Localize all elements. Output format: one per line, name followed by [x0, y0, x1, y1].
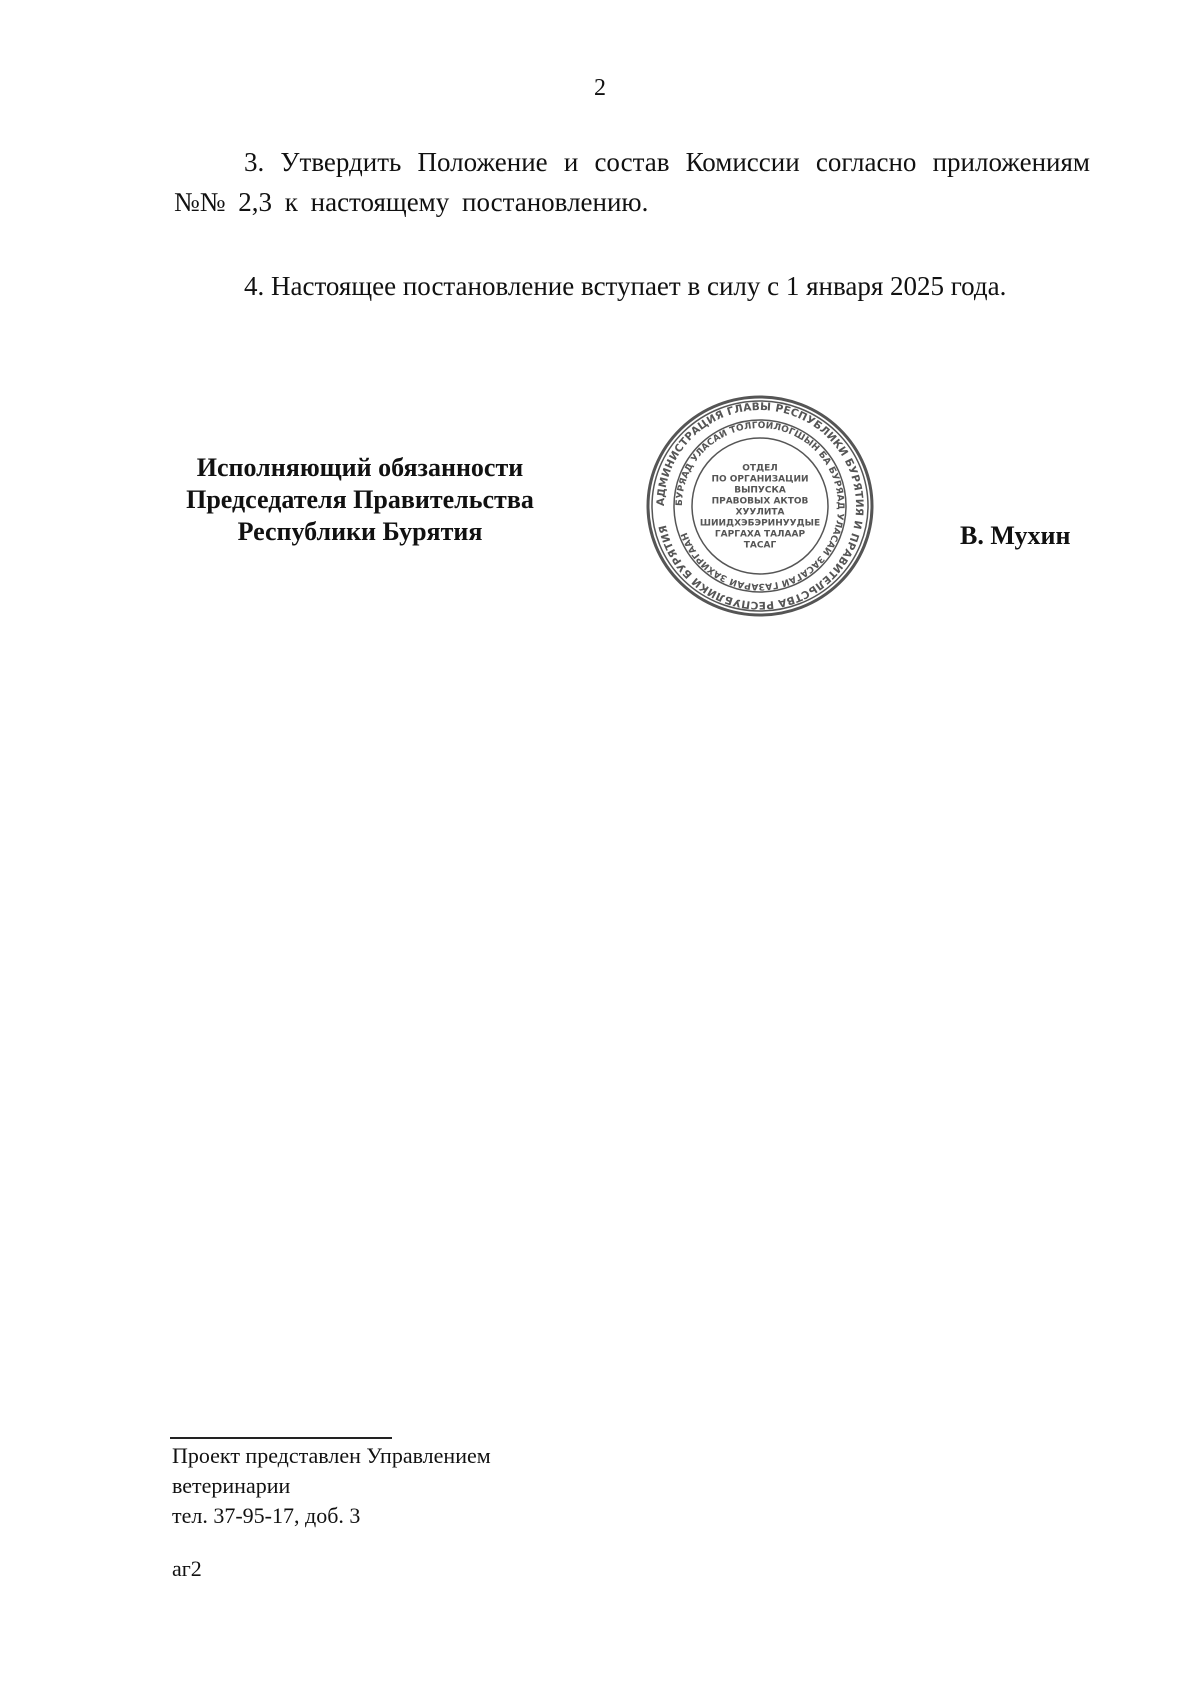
footnote-divider: [170, 1437, 392, 1439]
seal-center-line: ГАРГАХА ТАЛААР: [714, 529, 806, 540]
signatory-position-line-3: Республики Бурятия: [237, 517, 483, 546]
seal-center-line: ПРАВОВЫХ АКТОВ: [711, 496, 809, 507]
paragraph-4: 4. Настоящее постановление вступает в силу с 1 января 2025 года.: [244, 271, 1007, 301]
paragraph-3: 3. Утвердить Положение и состав Комиссии согласно приложениям №№ 2,3 к настоящему постановлению.: [174, 147, 1090, 217]
seal-center-line: ВЫПУСКА: [734, 485, 786, 496]
document-code: аг2: [172, 1556, 202, 1581]
seal-center-line: ПО ОРГАНИЗАЦИИ: [711, 474, 809, 485]
seal-center-text: [700, 464, 820, 551]
footnote-line-1: Проект представлен Управлением: [172, 1443, 491, 1468]
seal-center-line: ШИИДХЭБЭРИНУУДЫЕ: [699, 518, 821, 529]
seal-outer-ring-text: АДМИНИСТРАЦИЯ ГЛАВЫ РЕСПУБЛИКИ БУРЯТИЯ И ПРАВИТЕЛЬСТВА РЕСПУБЛИКИ БУРЯТИЯ: [654, 400, 866, 612]
seal-center-line: ОТДЕЛ: [742, 463, 778, 474]
signatory-position-line-2: Председателя Правительства: [186, 485, 534, 514]
signatory-name: В. Мухин: [960, 521, 1071, 550]
signatory-position-line-1: Исполняющий обязанности: [196, 453, 524, 482]
footnote: [172, 1441, 491, 1531]
seal-inner-ring-text: БУРЯАД УЛАСАЙ ТОЛГОЙЛОГШЫН БА БУРЯАД УЛАСАЙ ЗАСАГАЙ ГАЗАРАЙ ЗАХИРГААН: [674, 420, 846, 592]
page-number: 2: [594, 75, 606, 101]
seal-center-line: ТАСАГ: [743, 540, 777, 551]
signatory-position: [150, 452, 570, 548]
footnote-line-3: тел. 37-95-17, доб. 3: [172, 1503, 361, 1528]
official-seal-image: [644, 393, 876, 619]
seal-center-line: ХУУЛИТА: [735, 507, 785, 518]
official-seal: [644, 393, 876, 619]
footnote-line-2: ветеринарии: [172, 1473, 291, 1498]
